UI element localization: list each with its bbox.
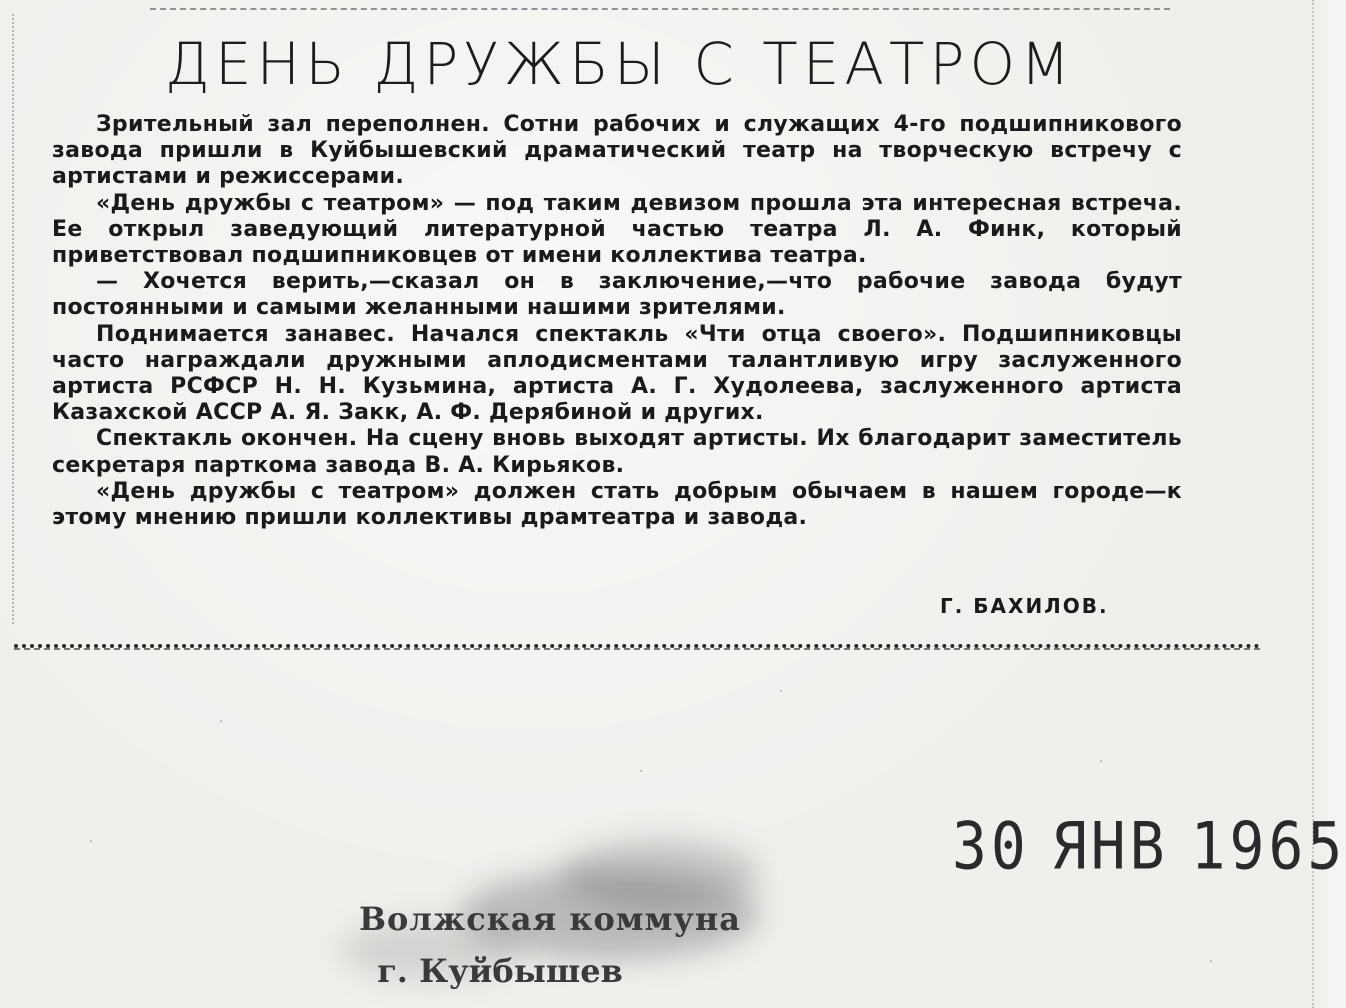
date-stamp-month: ЯНВ xyxy=(1051,808,1169,885)
article-paragraph: «День дружбы с театром» — под таким девизом прошла эта интересная встреча. Ее открыл заведующий литературной частью театра Л. А. Финк, который приветствовал подшипниковцев от имени коллектива театра. xyxy=(52,190,1182,269)
left-cut-edge xyxy=(12,14,14,624)
author-signature: Г. БАХИЛОВ. xyxy=(940,594,1109,618)
article-paragraph: Зрительный зал переполнен. Сотни рабочих и служащих 4-го подшипникового завода пришли в Куйбышевский драматический театр на творческую встречу с артистами и режиссерами. xyxy=(52,112,1182,190)
clipping-cut-line-shadow xyxy=(14,648,1260,650)
paper-speck xyxy=(220,720,222,722)
top-cut-edge xyxy=(150,8,1170,10)
paper-speck xyxy=(780,690,782,692)
article-paragraph: Спектакль окончен. На сцену вновь выходят артисты. Их благодарит заместитель секретаря парткома завода В. А. Кирьяков. xyxy=(52,426,1182,478)
date-stamp-day: 30 xyxy=(952,808,1030,885)
paper-speck xyxy=(640,770,642,772)
article-body xyxy=(52,112,1182,531)
date-stamp xyxy=(952,808,1346,884)
article-paragraph: «День дружбы с театром» должен стать добрым обычаем в нашем городе—к этому мнению пришли коллективы драмтеатра и завода. xyxy=(52,478,1182,531)
source-newspaper-name: Волжская коммуна xyxy=(358,900,742,938)
source-city: г. Куйбышев xyxy=(377,952,623,990)
date-stamp-year: 1965 xyxy=(1190,808,1346,885)
article-headline: ДЕНЬ ДРУЖБЫ С ТЕАТРОМ xyxy=(164,30,1076,98)
paper-speck xyxy=(90,840,92,842)
article-paragraph: Поднимается занавес. Начался спектакль «Чти отца своего». Подшипниковцы часто награждали дружными аплодисментами талантливую игру заслуженного артиста РСФСР Н. Н. Кузьмина, артиста А. Г. Худолеева, заслуженного артиста Казахской АССР А. Я. Закк, А. Ф. Дерябиной и других. xyxy=(52,321,1182,426)
newspaper-source-stamp xyxy=(300,900,800,990)
paper-speck xyxy=(1210,960,1212,962)
article-paragraph: — Хочется верить,—сказал он в заключение,—что рабочие завода будут постоянными и самыми желанными нашими зрителями. xyxy=(52,269,1182,321)
paper-speck xyxy=(1100,760,1102,762)
